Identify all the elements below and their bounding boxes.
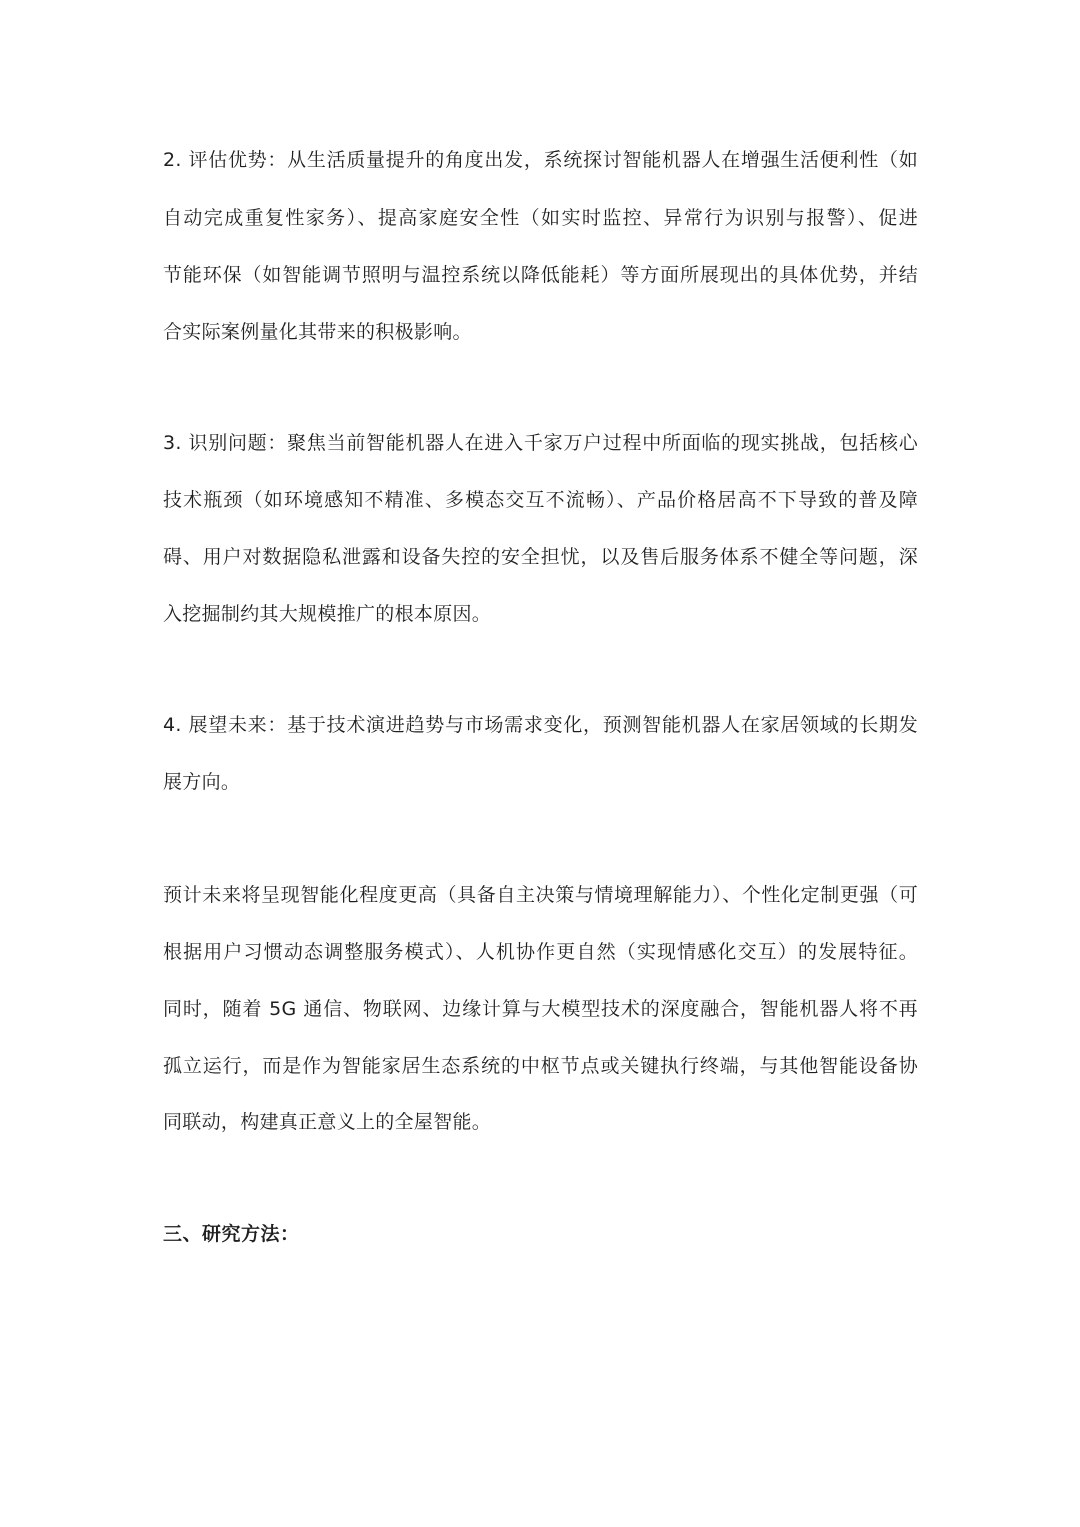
paragraph-line: 孤立运行，而是作为智能家居生态系统的中枢节点或关键执行终端，与其他智能设备协	[163, 1055, 918, 1077]
paragraph-line: 4. 展望未来：基于技术演进趋势与市场需求变化，预测智能机器人在家居领域的长期发	[163, 714, 918, 736]
paragraph-line: 2. 评估优势：从生活质量提升的角度出发，系统探讨智能机器人在增强生活便利性（如	[163, 149, 918, 171]
paragraph-line: 节能环保（如智能调节照明与温控系统以降低能耗）等方面所展现出的具体优势，并结	[163, 264, 918, 286]
paragraph-line: 同时，随着 5G 通信、物联网、边缘计算与大模型技术的深度融合，智能机器人将不再	[163, 998, 918, 1020]
paragraph-line: 同联动，构建真正意义上的全屋智能。	[163, 1111, 492, 1133]
paragraph-line: 自动完成重复性家务）、提高家庭安全性（如实时监控、异常行为识别与报警）、促进	[163, 207, 918, 229]
paragraph-line: 合实际案例量化其带来的积极影响。	[163, 321, 472, 343]
paragraph-line: 3. 识别问题：聚焦当前智能机器人在进入千家万户过程中所面临的现实挑战，包括核心	[163, 432, 918, 454]
section-heading: 三、研究方法：	[163, 1223, 300, 1245]
paragraph-line: 入挖掘制约其大规模推广的根本原因。	[163, 603, 492, 625]
paragraph-line: 展方向。	[163, 771, 241, 793]
paragraph-line: 技术瓶颈（如环境感知不精准、多模态交互不流畅）、产品价格居高不下导致的普及障	[163, 489, 918, 511]
paragraph-line: 预计未来将呈现智能化程度更高（具备自主决策与情境理解能力）、个性化定制更强（可	[163, 884, 918, 906]
paragraph-line: 碍、用户对数据隐私泄露和设备失控的安全担忧，以及售后服务体系不健全等问题，深	[163, 546, 918, 568]
paragraph-line: 根据用户习惯动态调整服务模式）、人机协作更自然（实现情感化交互）的发展特征。	[163, 941, 918, 963]
